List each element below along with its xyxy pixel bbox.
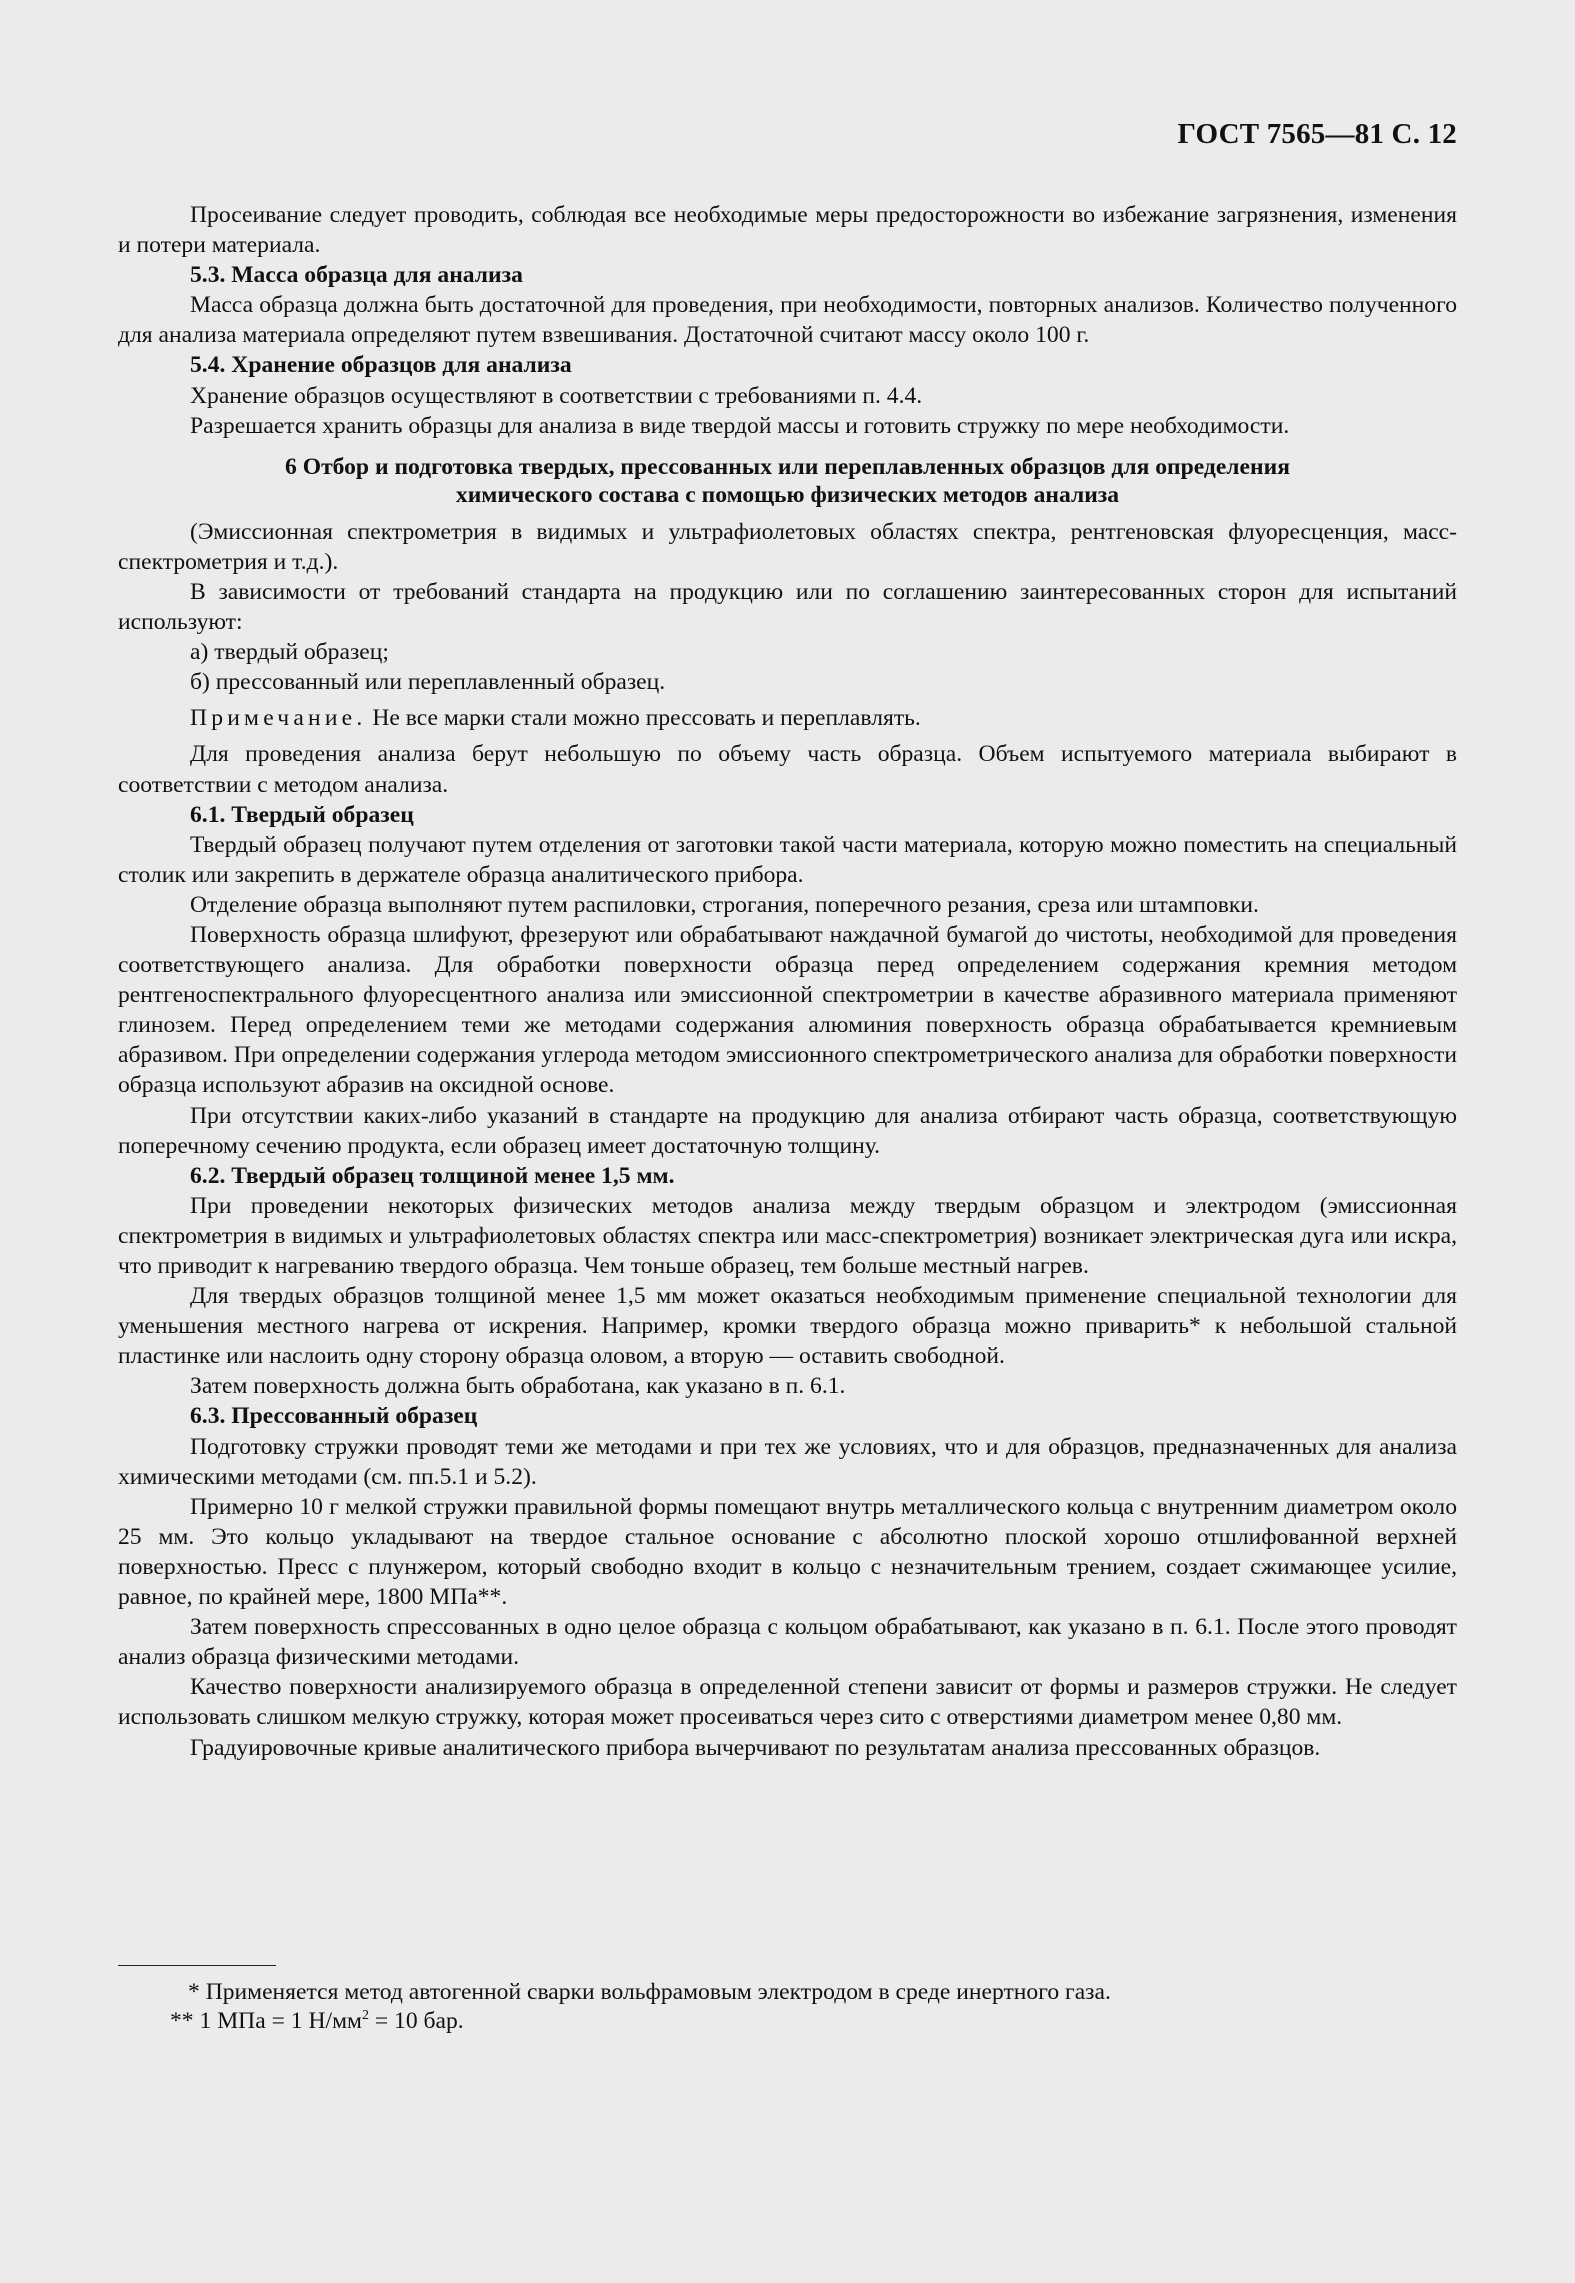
paragraph: Градуировочные кривые аналитического прибора вычерчивают по результатам анализа прессованных образцов. [190,1734,1321,1761]
note [118,703,1457,733]
footnote-1: * Применяется метод автогенной сварки вольфрамовым электродом в среде инертного газа. [188,1979,1111,2005]
paragraph: Затем поверхность спрессованных в одно целое образца с кольцом обрабатывают, как указано в п. 6.1. После этого проводят анализ образца физическими методами. [118,1614,1457,1671]
section-heading-6-line2: химического состава с помощью физических методов анализа [455,481,1120,508]
paragraph: Просеивание следует проводить, соблюдая все необходимые меры предосторожности во избежание загрязнения, изменения и потери материала. [118,202,1457,259]
section-heading-6-2: 6.2. Твердый образец толщиной менее 1,5 мм. [190,1162,675,1189]
paragraph: Разрешается хранить образцы для анализа в виде твердой массы и готовить стружку по мере необходимости. [190,412,1290,439]
note-label: Примечание. [190,705,367,732]
footnote-2-superscript: 2 [361,2008,369,2024]
document-body [118,200,1457,1763]
paragraph: Поверхность образца шлифуют, фрезеруют или обрабатывают наждачной бумагой до чистоты, необходимой для проведения соответствующего анализа. Для обработки поверхности образца перед определением содержания кремния методом рентгеноспектрального флуоресцентного анализа или эмиссионной спектрометрии в качестве абразивного материала применяют глинозем. Перед определением теми же методами содержания алюминия поверхность образца обрабатывается кремниевым абразивом. При определении содержания углерода методом эмиссионного спектрометрического анализа для обработки поверхности образца используют абразив на оксидной основе. [118,921,1457,1099]
list-item: а) твердый образец; [190,639,389,666]
paragraph: (Эмиссионная спектрометрия в видимых и ультрафиолетовых областях спектра, рентгеновская флуоресценция, масс-спектрометрия и т.д.). [118,518,1457,575]
page-header: ГОСТ 7565—81 С. 12 [1177,118,1457,150]
paragraph: Твердый образец получают путем отделения от заготовки такой части материала, которую можно поместить на специальный столик или закрепить в держателе образца аналитического прибора. [118,831,1457,888]
paragraph: Отделение образца выполняют путем распиловки, строгания, поперечного резания, среза или штамповки. [190,891,1259,918]
paragraph: В зависимости от требований стандарта на продукцию или по соглашению заинтересованных сторон для испытаний используют: [118,578,1457,636]
note-text: Не все марки стали можно прессовать и переплавлять. [366,705,921,732]
footnote-divider [118,1965,276,1966]
section-heading-5-3: 5.3. Масса образца для анализа [190,262,523,289]
footnotes [118,1965,1457,2036]
section-heading-6-line1: 6 Отбор и подготовка твердых, прессованных или переплавленных образцов для определения [285,453,1290,480]
paragraph: Масса образца должна быть достаточной для проведения, при необходимости, повторных анализов. Количество полученного для анализа материала определяют путем взвешивания. Достаточной считают массу около 100 г. [118,292,1457,349]
paragraph: Хранение образцов осуществляют в соответствии с требованиями п. 4.4. [190,382,923,409]
section-heading-6-1: 6.1. Твердый образец [190,801,414,828]
section-heading-5-4: 5.4. Хранение образцов для анализа [190,352,572,379]
section-heading-6-3: 6.3. Прессованный образец [190,1403,478,1430]
paragraph: Затем поверхность должна быть обработана, как указано в п. 6.1. [190,1373,846,1400]
footnote-2 [118,2007,1457,2036]
footnote-2-text: ** 1 МПа = 1 Н/мм [170,2008,362,2034]
section-heading-6 [118,453,1457,509]
footnote-2-tail: = 10 бар. [368,2008,464,2034]
paragraph: Для проведения анализа берут небольшую по объему часть образца. Объем испытуемого материала выбирают в соответствии с методом анализа. [118,741,1457,798]
paragraph: Подготовку стружки проводят теми же методами и при тех же условиях, что и для образцов, предназначенных для анализа химическими методами (см. пп.5.1 и 5.2). [118,1433,1457,1490]
list-item: б) прессованный или переплавленный образец. [190,669,666,696]
paragraph: Для твердых образцов толщиной менее 1,5 мм может оказаться необходимым применение специальной технологии для уменьшения местного нагрева от искрения. Например, кромки твердого образца можно приварить* к небольшой стальной пластинке или наслоить одну сторону образца оловом, а вторую — оставить свободной. [118,1283,1457,1370]
paragraph: Качество поверхности анализируемого образца в определенной степени зависит от формы и размеров стружки. Не следует использовать слишком мелкую стружку, которая может просеиваться через сито с отверстиями диаметром менее 0,80 мм. [118,1674,1457,1731]
paragraph: При отсутствии каких-либо указаний в стандарте на продукцию для анализа отбирают часть образца, соответствующую поперечному сечению продукта, если образец имеет достаточную толщину. [118,1102,1457,1159]
paragraph: При проведении некоторых физических методов анализа между твердым образцом и электродом (эмиссионная спектрометрия в видимых и ультрафиолетовых областях спектра или масс-спектрометрия) возникает электрическая дуга или искра, что приводит к нагреванию твердого образца. Чем тоньше образец, тем больше местный нагрев. [118,1192,1457,1279]
paragraph: Примерно 10 г мелкой стружки правильной формы помещают внутрь металлического кольца с внутренним диаметром около 25 мм. Это кольцо укладывают на твердое стальное основание с абсолютно плоской хорошо отшлифованной верхней поверхностью. Пресс с плунжером, который свободно входит в кольцо с незначительным трением, создает сжимающее усилие, равное, по крайней мере, 1800 МПа**. [118,1493,1457,1611]
